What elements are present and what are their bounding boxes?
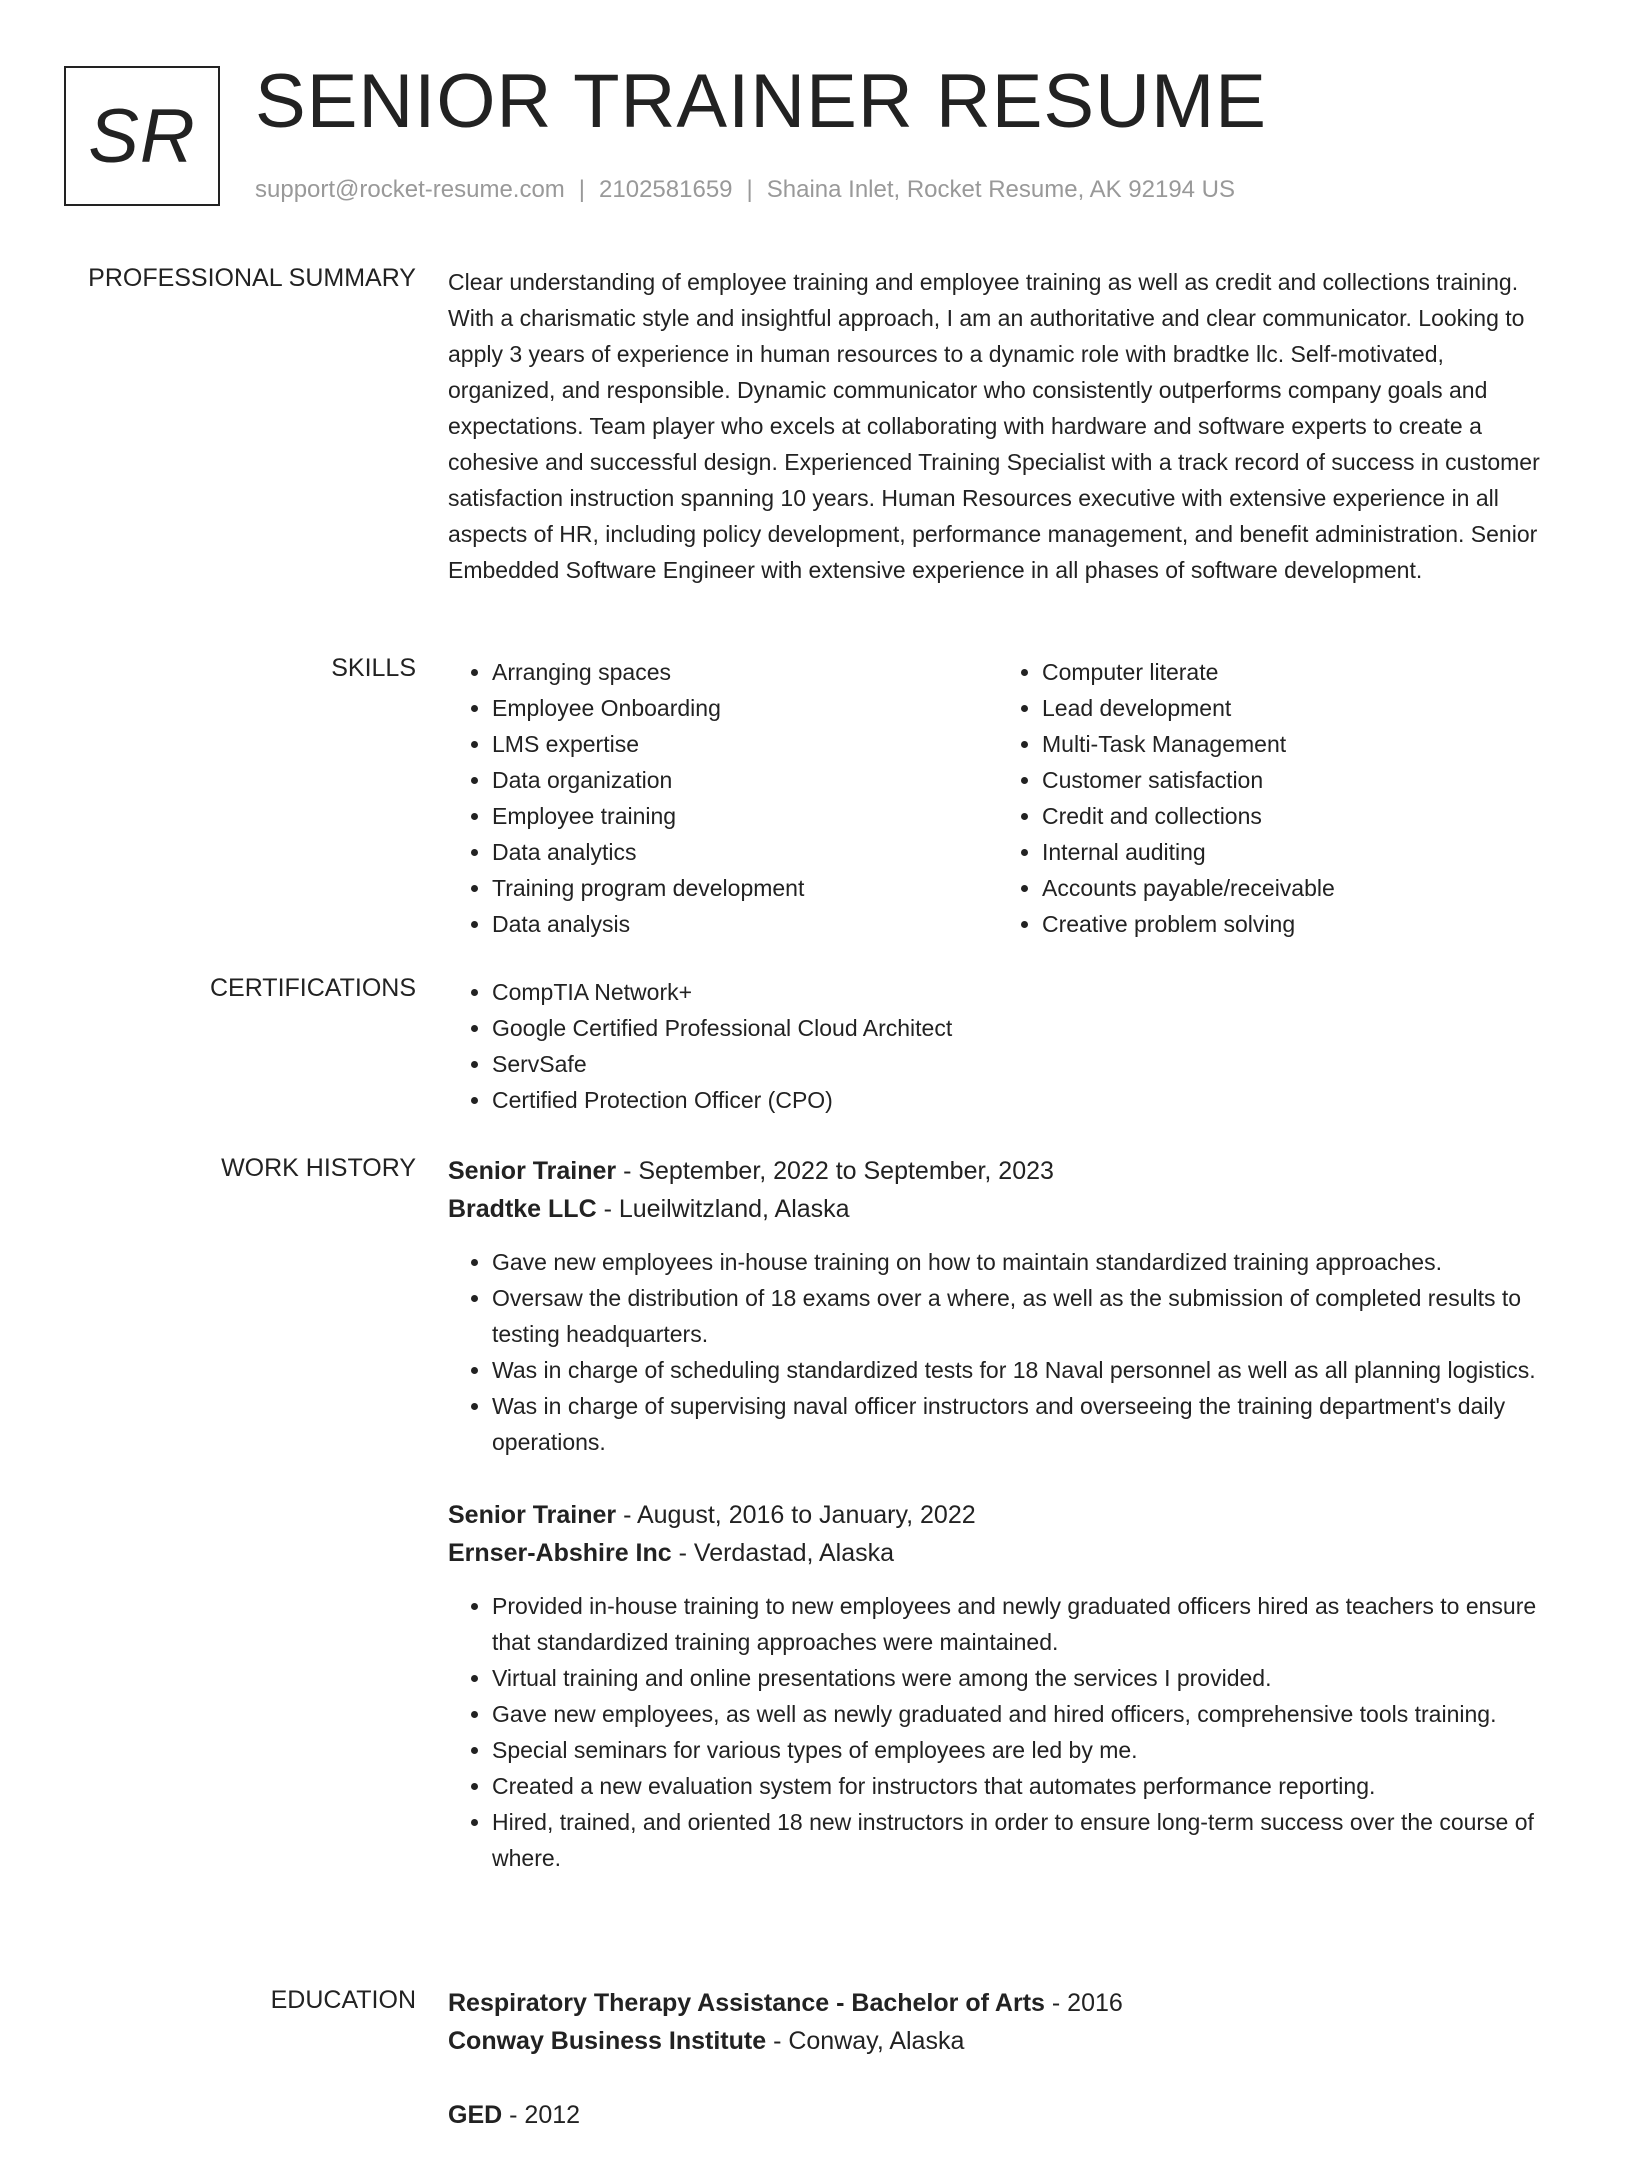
contact-email[interactable]: support@rocket-resume.com bbox=[255, 176, 565, 203]
education-location: - Conway, Alaska bbox=[773, 2027, 965, 2055]
job-location: - Verdastad, Alaska bbox=[678, 1539, 895, 1567]
skill-item: • Multi-Task Management bbox=[1042, 726, 1548, 762]
job-bullet: • Hired, trained, and oriented 18 new instructors in order to ensure long-term success over the course of where. bbox=[492, 1804, 1548, 1876]
skill-item: • Credit and collections bbox=[1042, 798, 1548, 834]
job-role: Senior Trainer bbox=[448, 1157, 617, 1185]
skill-item: • Data organization bbox=[492, 762, 998, 798]
job-role: Senior Trainer bbox=[448, 1501, 617, 1529]
job-dates: - August, 2016 to January, 2022 bbox=[623, 1501, 976, 1529]
job-bullets bbox=[448, 1244, 1548, 1460]
skill-item: • Employee Onboarding bbox=[492, 690, 998, 726]
certification-item: • ServSafe bbox=[492, 1046, 1548, 1082]
education-school-line bbox=[448, 2022, 1548, 2060]
education-school: Conway Business Institute bbox=[448, 2027, 767, 2055]
skill-item: • Data analytics bbox=[492, 834, 998, 870]
job-bullet: • Gave new employees, as well as newly graduated and hired officers, comprehensive tools training. bbox=[492, 1696, 1548, 1732]
skills-list-right bbox=[998, 654, 1548, 942]
job-entry bbox=[448, 1152, 1548, 1460]
skill-item: • Arranging spaces bbox=[492, 654, 998, 690]
contact-address: Shaina Inlet, Rocket Resume, AK 92194 US bbox=[766, 176, 1236, 203]
monogram: SR bbox=[64, 66, 220, 206]
job-bullet: • Virtual training and online presentations were among the services I provided. bbox=[492, 1660, 1548, 1696]
skill-item: • Employee training bbox=[492, 798, 998, 834]
section-title-skills: SKILLS bbox=[331, 654, 416, 682]
job-bullet: • Was in charge of scheduling standardized tests for 18 Naval personnel as well as all planning logistics. bbox=[492, 1352, 1548, 1388]
education-entry bbox=[448, 2096, 1548, 2134]
education-degree-line bbox=[448, 2096, 1548, 2134]
section-title-certifications: CERTIFICATIONS bbox=[209, 974, 416, 1002]
job-role-line bbox=[448, 1152, 1548, 1190]
contact-phone[interactable]: 2102581659 bbox=[599, 176, 733, 203]
job-bullet: • Gave new employees in-house training on how to maintain standardized training approaches. bbox=[492, 1244, 1548, 1280]
job-role-line bbox=[448, 1496, 1548, 1534]
job-location: - Lueilwitzland, Alaska bbox=[603, 1195, 850, 1223]
skill-item: • Computer literate bbox=[1042, 654, 1548, 690]
contact-separator: | bbox=[746, 176, 753, 203]
job-bullet: • Oversaw the distribution of 18 exams over a where, as well as the submission of completed results to testing headquarters. bbox=[492, 1280, 1548, 1352]
contact-separator: | bbox=[578, 176, 586, 203]
education-degree: Respiratory Therapy Assistance - Bachelor of Arts bbox=[448, 1989, 1045, 2017]
skill-item: • Training program development bbox=[492, 870, 998, 906]
job-bullet: • Provided in-house training to new employees and newly graduated officers hired as teachers to ensure that standardized training approaches were maintained. bbox=[492, 1588, 1548, 1660]
education-degree: GED bbox=[448, 2101, 503, 2129]
education-degree-line bbox=[448, 1984, 1548, 2022]
job-dates: - September, 2022 to September, 2023 bbox=[623, 1157, 1054, 1185]
skill-item: • Customer satisfaction bbox=[1042, 762, 1548, 798]
certification-item: • Certified Protection Officer (CPO) bbox=[492, 1082, 1548, 1118]
job-bullet: • Was in charge of supervising naval officer instructors and overseeing the training department's daily operations. bbox=[492, 1388, 1548, 1460]
education-year: - 2016 bbox=[1051, 1989, 1123, 2017]
contact-line bbox=[255, 176, 1235, 204]
resume-title: SENIOR TRAINER RESUME bbox=[255, 59, 1267, 144]
skill-item: • LMS expertise bbox=[492, 726, 998, 762]
certifications-list bbox=[448, 974, 1548, 1118]
skill-item: • Data analysis bbox=[492, 906, 998, 942]
section-title-education: EDUCATION bbox=[270, 1986, 416, 2014]
education-year: - 2012 bbox=[509, 2101, 581, 2129]
section-title-work: WORK HISTORY bbox=[221, 1154, 416, 1182]
job-company: Bradtke LLC bbox=[448, 1195, 597, 1223]
skills-list-left bbox=[448, 654, 998, 942]
skill-item: • Creative problem solving bbox=[1042, 906, 1548, 942]
skill-item: • Internal auditing bbox=[1042, 834, 1548, 870]
job-entry bbox=[448, 1496, 1548, 1876]
job-bullets bbox=[448, 1588, 1548, 1876]
job-company: Ernser-Abshire Inc bbox=[448, 1539, 672, 1567]
certification-item: • CompTIA Network+ bbox=[492, 974, 1548, 1010]
skill-item: • Lead development bbox=[1042, 690, 1548, 726]
section-title-summary: PROFESSIONAL SUMMARY bbox=[88, 264, 416, 292]
summary-text: Clear understanding of employee training and employee training as well as credit and collections training. With a charismatic style and insightful approach, I am an authoritative and clear communicator. Looking to apply 3 years of experience in human resources to a dynamic role with bradtke llc. Self-motivated, organized, and responsible. Dynamic communicator who consistently outperforms company goals and expectations. Team player who excels at collaborating with hardware and software experts to create a cohesive and successful design. Experienced Training Specialist with a track record of success in customer satisfaction instruction spanning 10 years. Human Resources executive with extensive experience in all aspects of HR, including policy development, performance management, and benefit administration. Senior Embedded Software Engineer with extensive experience in all phases of software development. bbox=[448, 269, 1540, 583]
skill-item: • Accounts payable/receivable bbox=[1042, 870, 1548, 906]
job-bullet: • Created a new evaluation system for instructors that automates performance reporting. bbox=[492, 1768, 1548, 1804]
job-bullet: • Special seminars for various types of employees are led by me. bbox=[492, 1732, 1548, 1768]
certification-item: • Google Certified Professional Cloud Architect bbox=[492, 1010, 1548, 1046]
education-entry bbox=[448, 1984, 1548, 2060]
job-company-line bbox=[448, 1534, 1548, 1572]
job-company-line bbox=[448, 1190, 1548, 1228]
